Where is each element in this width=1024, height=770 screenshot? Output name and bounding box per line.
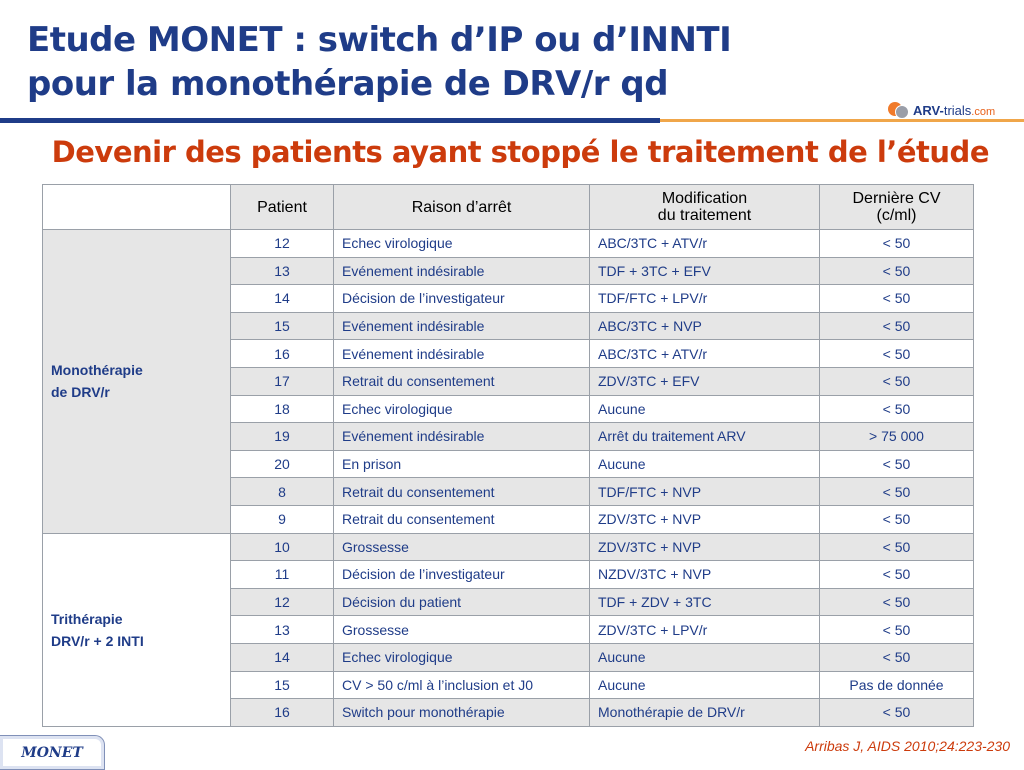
header-modification-line-2: du traitement bbox=[657, 207, 752, 224]
reason-cell: Grossesse bbox=[334, 616, 590, 644]
header-modification bbox=[590, 185, 820, 230]
modification-cell: Monothérapie de DRV/r bbox=[590, 699, 820, 727]
group-label-line-1: Monothérapie bbox=[51, 362, 143, 379]
viral-load-cell: < 50 bbox=[820, 699, 974, 727]
patients-table bbox=[42, 184, 974, 727]
modification-cell: ZDV/3TC + EFV bbox=[590, 367, 820, 395]
header-last-viral-load bbox=[820, 185, 974, 230]
viral-load-cell: < 50 bbox=[820, 230, 974, 258]
reason-cell: Décision de l’investigateur bbox=[334, 561, 590, 589]
viral-load-cell: < 50 bbox=[820, 616, 974, 644]
group-label bbox=[43, 533, 231, 726]
reason-cell: Décision de l’investigateur bbox=[334, 285, 590, 313]
viral-load-cell: > 75 000 bbox=[820, 423, 974, 451]
header-cv-line-2: (c/ml) bbox=[876, 207, 917, 224]
logo-mark-icon bbox=[888, 99, 910, 121]
reason-cell: Retrait du consentement bbox=[334, 367, 590, 395]
reason-cell: Echec virologique bbox=[334, 643, 590, 671]
viral-load-cell: < 50 bbox=[820, 450, 974, 478]
reason-cell: Switch pour monothérapie bbox=[334, 699, 590, 727]
patient-cell: 13 bbox=[231, 616, 334, 644]
viral-load-cell: < 50 bbox=[820, 478, 974, 506]
patient-cell: 15 bbox=[231, 312, 334, 340]
table-row bbox=[43, 230, 974, 258]
modification-cell: ABC/3TC + ATV/r bbox=[590, 340, 820, 368]
patient-cell: 20 bbox=[231, 450, 334, 478]
citation: Arribas J, AIDS 2010;24:223-230 bbox=[805, 738, 1010, 754]
reason-cell: Retrait du consentement bbox=[334, 478, 590, 506]
reason-cell: Echec virologique bbox=[334, 230, 590, 258]
reason-cell: CV > 50 c/ml à l’inclusion et J0 bbox=[334, 671, 590, 699]
patient-cell: 12 bbox=[231, 588, 334, 616]
modification-cell: TDF/FTC + LPV/r bbox=[590, 285, 820, 313]
table-body bbox=[43, 230, 974, 727]
slide-title-line-2: pour la monothérapie de DRV/r qd bbox=[27, 64, 669, 104]
header-reason: Raison d’arrêt bbox=[334, 185, 590, 230]
viral-load-cell: < 50 bbox=[820, 340, 974, 368]
viral-load-cell: < 50 bbox=[820, 312, 974, 340]
group-label-line-2: de DRV/r bbox=[51, 384, 110, 401]
modification-cell: Aucune bbox=[590, 671, 820, 699]
modification-cell: ZDV/3TC + LPV/r bbox=[590, 616, 820, 644]
slide-title-line-1: Etude MONET : switch d’IP ou d’INNTI bbox=[27, 20, 732, 60]
viral-load-cell: < 50 bbox=[820, 257, 974, 285]
patient-cell: 16 bbox=[231, 340, 334, 368]
patient-cell: 18 bbox=[231, 395, 334, 423]
modification-cell: NZDV/3TC + NVP bbox=[590, 561, 820, 589]
modification-cell: Arrêt du traitement ARV bbox=[590, 423, 820, 451]
study-badge-label: MONET bbox=[21, 744, 83, 761]
group-label-line-2: DRV/r + 2 INTI bbox=[51, 632, 144, 649]
patient-cell: 19 bbox=[231, 423, 334, 451]
patient-cell: 15 bbox=[231, 671, 334, 699]
viral-load-cell: < 50 bbox=[820, 505, 974, 533]
logo-text-part-2: trials bbox=[943, 102, 972, 118]
viral-load-cell: < 50 bbox=[820, 395, 974, 423]
modification-cell: ABC/3TC + NVP bbox=[590, 312, 820, 340]
study-badge bbox=[0, 735, 105, 770]
modification-cell: TDF + 3TC + EFV bbox=[590, 257, 820, 285]
reason-cell: Décision du patient bbox=[334, 588, 590, 616]
patient-cell: 13 bbox=[231, 257, 334, 285]
logo-text-part-1: ARV- bbox=[913, 102, 944, 118]
reason-cell: Retrait du consentement bbox=[334, 505, 590, 533]
modification-cell: Aucune bbox=[590, 450, 820, 478]
modification-cell: Aucune bbox=[590, 643, 820, 671]
viral-load-cell: Pas de donnée bbox=[820, 671, 974, 699]
patient-cell: 12 bbox=[231, 230, 334, 258]
arv-trials-logo bbox=[888, 98, 1020, 122]
patient-cell: 8 bbox=[231, 478, 334, 506]
modification-cell: ZDV/3TC + NVP bbox=[590, 533, 820, 561]
group-label bbox=[43, 230, 231, 534]
viral-load-cell: < 50 bbox=[820, 643, 974, 671]
viral-load-cell: < 50 bbox=[820, 533, 974, 561]
patient-cell: 10 bbox=[231, 533, 334, 561]
group-label-line-1: Trithérapie bbox=[51, 610, 123, 627]
patient-cell: 14 bbox=[231, 285, 334, 313]
table-header-row bbox=[43, 185, 974, 230]
header-blank-cell bbox=[43, 185, 231, 230]
reason-cell: Echec virologique bbox=[334, 395, 590, 423]
reason-cell: En prison bbox=[334, 450, 590, 478]
patient-cell: 14 bbox=[231, 643, 334, 671]
reason-cell: Grossesse bbox=[334, 533, 590, 561]
reason-cell: Evénement indésirable bbox=[334, 257, 590, 285]
reason-cell: Evénement indésirable bbox=[334, 312, 590, 340]
header-patient: Patient bbox=[231, 185, 334, 230]
modification-cell: ZDV/3TC + NVP bbox=[590, 505, 820, 533]
header-cv-line-1: Dernière CV bbox=[852, 190, 941, 207]
patient-cell: 17 bbox=[231, 367, 334, 395]
table-row bbox=[43, 533, 974, 561]
slide-subtitle: Devenir des patients ayant stoppé le traitement de l’étude bbox=[51, 135, 989, 169]
modification-cell: Aucune bbox=[590, 395, 820, 423]
title-rule-blue bbox=[0, 118, 660, 123]
viral-load-cell: < 50 bbox=[820, 367, 974, 395]
header-modification-line-1: Modification bbox=[661, 190, 748, 207]
patient-cell: 16 bbox=[231, 699, 334, 727]
logo-text-part-3: .com bbox=[971, 105, 996, 118]
viral-load-cell: < 50 bbox=[820, 588, 974, 616]
modification-cell: ABC/3TC + ATV/r bbox=[590, 230, 820, 258]
patient-cell: 11 bbox=[231, 561, 334, 589]
viral-load-cell: < 50 bbox=[820, 285, 974, 313]
reason-cell: Evénement indésirable bbox=[334, 423, 590, 451]
reason-cell: Evénement indésirable bbox=[334, 340, 590, 368]
modification-cell: TDF/FTC + NVP bbox=[590, 478, 820, 506]
viral-load-cell: < 50 bbox=[820, 561, 974, 589]
patient-cell: 9 bbox=[231, 505, 334, 533]
slide-title bbox=[27, 18, 732, 106]
modification-cell: TDF + ZDV + 3TC bbox=[590, 588, 820, 616]
logo-text bbox=[913, 103, 995, 118]
